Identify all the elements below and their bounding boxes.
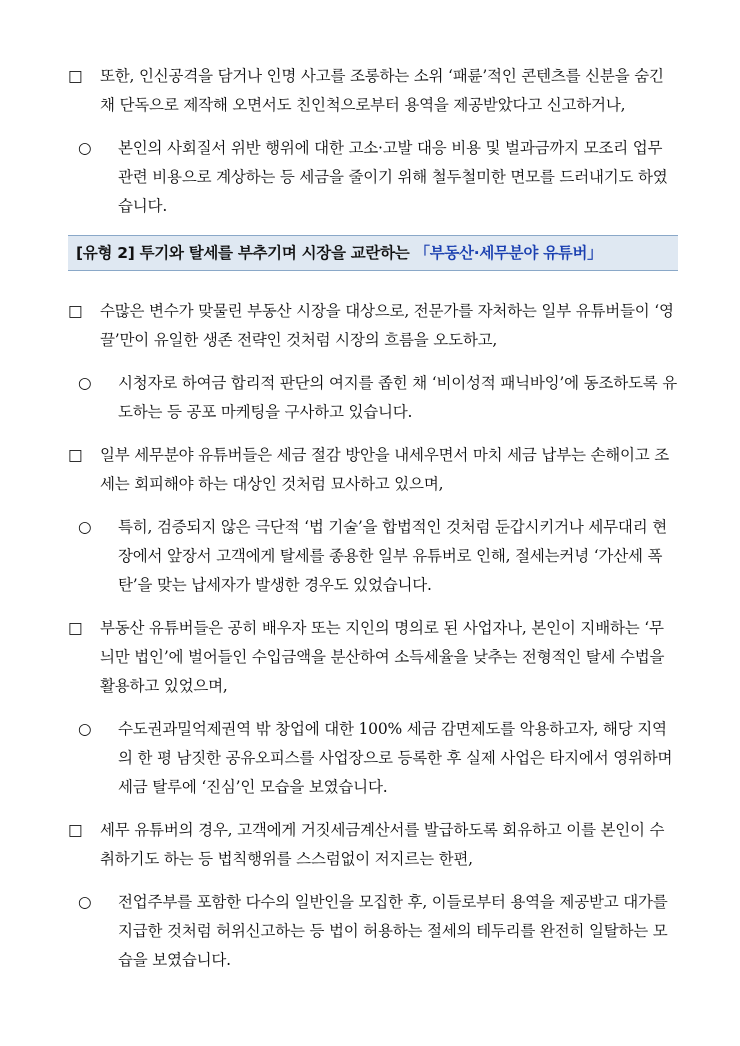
square-bullet-icon: □ — [68, 302, 83, 320]
paragraph-text: 본인의 사회질서 위반 행위에 대한 고소·고발 대응 비용 및 벌과금까지 모조리 업무 관련 비용으로 계상하는 등 세금을 줄이기 위해 철두철미한 면모를 드러내기도 하였습니다. — [118, 139, 668, 215]
paragraph-circle-1 — [78, 134, 678, 221]
paragraph-square-3 — [68, 441, 678, 499]
paragraph-text: 시청자로 하여금 합리적 판단의 여지를 좁힌 채 ‘비이성적 패닉바잉’에 동조하도록 유도하는 등 공포 마케팅을 구사하고 있습니다. — [118, 374, 678, 421]
paragraph-text: 수많은 변수가 맞물린 부동산 시장을 대상으로, 전문가를 자처하는 일부 유튜버들이 ‘영끌’만이 유일한 생존 전략인 것처럼 시장의 흐름을 오도하고, — [100, 302, 674, 349]
paragraph-square-2 — [68, 297, 678, 355]
paragraph-square-4 — [68, 614, 678, 701]
heading-prefix: [유형 2] 투기와 탈세를 부추기며 시장을 교란하는 — [76, 244, 415, 262]
section-heading-type-2 — [68, 235, 678, 271]
paragraph-square-5 — [68, 816, 678, 874]
square-bullet-icon: □ — [68, 619, 83, 637]
square-bullet-icon: □ — [68, 821, 83, 839]
paragraph-text: 일부 세무분야 유튜버들은 세금 절감 방안을 내세우면서 마치 세금 납부는 손해이고 조세는 회피해야 하는 대상인 것처럼 묘사하고 있으며, — [100, 446, 670, 493]
paragraph-text: 또한, 인신공격을 담거나 인명 사고를 조롱하는 소위 ‘패륜’적인 콘텐츠를 신분을 숨긴 채 단독으로 제작해 오면서도 친인척으로부터 용역을 제공받았다고 신고하거나, — [100, 67, 664, 114]
circle-bullet-icon: ○ — [78, 893, 92, 911]
paragraph-text: 세무 유튜버의 경우, 고객에게 거짓세금계산서를 발급하도록 회유하고 이를 본인이 수취하기도 하는 등 법칙행위를 스스럼없이 저지르는 한편, — [100, 821, 665, 868]
paragraph-text: 전업주부를 포함한 다수의 일반인을 모집한 후, 이들로부터 용역을 제공받고 대가를 지급한 것처럼 허위신고하는 등 법이 허용하는 절세의 테두리를 완전히 일탈하는 모습을 보였습니다. — [118, 893, 668, 969]
paragraph-circle-3 — [78, 513, 678, 600]
paragraph-circle-2 — [78, 369, 678, 427]
square-bullet-icon: □ — [68, 446, 83, 464]
circle-bullet-icon: ○ — [78, 374, 92, 392]
heading-accent: 「부동산·세무분야 유튜버」 — [414, 244, 603, 262]
paragraph-text: 부동산 유튜버들은 공히 배우자 또는 지인의 명의로 된 사업자나, 본인이 지배하는 ‘무늬만 법인’에 벌어들인 수입금액을 분산하여 소득세율을 낮추는 전형적인 탈세 수법을 활용하고 있었으며, — [100, 619, 665, 695]
paragraph-circle-4 — [78, 715, 678, 802]
square-bullet-icon: □ — [68, 67, 83, 85]
paragraph-square-1 — [68, 62, 678, 120]
circle-bullet-icon: ○ — [78, 518, 92, 536]
paragraph-circle-5 — [78, 888, 678, 975]
paragraph-text: 특히, 검증되지 않은 극단적 ‘법 기술’을 합법적인 것처럼 둔갑시키거나 세무대리 현장에서 앞장서 고객에게 탈세를 종용한 일부 유튜버로 인해, 절세는커녕 ‘가산세 폭탄’을 맞는 납세자가 발생한 경우도 있었습니다. — [118, 518, 667, 594]
paragraph-text: 수도권과밀억제권역 밖 창업에 대한 100% 세금 감면제도를 악용하고자, 해당 지역의 한 평 남짓한 공유오피스를 사업장으로 등록한 후 실제 사업은 타지에서 영위하며 세금 탈루에 ‘진심’인 모습을 보였습니다. — [118, 720, 673, 796]
circle-bullet-icon: ○ — [78, 720, 92, 738]
circle-bullet-icon: ○ — [78, 139, 92, 157]
